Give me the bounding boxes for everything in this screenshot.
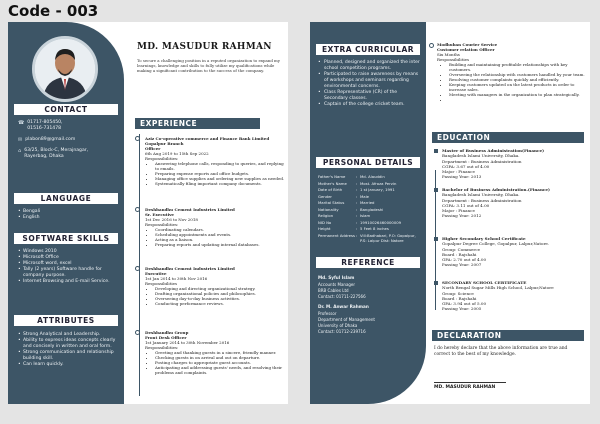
job-role: Customer relation Officer <box>437 47 495 52</box>
job-resp-label: Responsibilities: <box>145 222 179 227</box>
timeline-dot-icon <box>135 266 140 271</box>
education-line: CGPA: 3.67 out of 4.00 <box>442 163 490 169</box>
job-entry <box>137 266 285 306</box>
profile-photo <box>32 36 98 102</box>
personal-label: NID No <box>318 219 332 225</box>
job-duty: • Coordinating calendars. <box>155 227 285 232</box>
job-duty: • Overseeing day-to-day business activities. <box>155 296 285 301</box>
education-entry <box>434 280 588 312</box>
job-company: Modhuban Courier Service <box>437 42 498 47</box>
personal-table <box>318 174 422 244</box>
timeline-dot-icon <box>135 330 140 335</box>
experience-heading: EXPERIENCE <box>135 118 260 129</box>
language-item: • Bengali <box>18 209 122 215</box>
personal-colon: : <box>356 213 358 218</box>
email-text[interactable]: plabon89@gmail.com <box>25 137 76 142</box>
reference-line: Contact: 01712-239716 <box>318 329 366 334</box>
personal-value: Islam <box>360 213 371 218</box>
education-heading: EDUCATION <box>432 132 584 143</box>
bullet-icon <box>434 188 438 192</box>
education-line: Group: Commerce <box>442 246 481 252</box>
education-line: Passing Year: 2005 <box>442 306 482 312</box>
education-line: Group: Science <box>442 290 474 296</box>
personal-colon: : <box>356 193 358 199</box>
job-duty: • Building and maintaining profitable relationships with key customers. <box>449 62 586 72</box>
job-period: 1st Dec 2016 to Nov 2018 <box>145 217 198 222</box>
education-line: Board : Rajshahi <box>442 251 477 257</box>
education-line: Passing Year: 2012 <box>442 213 482 219</box>
personal-colon: : <box>356 187 358 192</box>
personal-label: Gender <box>318 193 332 199</box>
job-period: 6th Aug 2019 to 15th Sep 2022 <box>145 151 209 156</box>
job-duty: • Managing office supplies and ordering new supplies as needed. <box>155 176 285 181</box>
reference-heading: REFERENCE <box>316 257 420 268</box>
reference-name: Md. Syful Islam <box>318 275 355 280</box>
education-line: Bangladesh Islami University, Dhaka. <box>442 192 520 198</box>
timeline-dot-icon <box>135 207 140 212</box>
job-company: Aziz Co-operative commerce and Finance Bank Limited Gopalpur Branch <box>145 136 270 146</box>
contact-heading: CONTACT <box>14 104 118 115</box>
job-period: 1st January 2014 to 30th November 2016 <box>145 340 230 345</box>
personal-label: Permanent Address <box>318 232 355 238</box>
job-duty: • Acting as a liaison. <box>155 237 285 242</box>
personal-heading: PERSONAL DETAILS <box>316 157 420 168</box>
profile-photo-icon <box>35 39 95 99</box>
declaration-heading: DECLARATION <box>432 330 584 341</box>
education-entry <box>434 187 588 219</box>
personal-label: Father's Name <box>318 174 346 179</box>
resume-page-2 <box>310 22 590 404</box>
job-duty: • Meeting with managers in the organization to plan strategically. <box>449 92 586 97</box>
reference-line: Department of Management <box>318 317 375 322</box>
personal-value: 19910026460000009 <box>360 219 402 225</box>
education-line: GPA: 3.94 out of 5.00 <box>442 301 487 307</box>
extra-heading: EXTRA CURRICULAR <box>316 44 420 55</box>
attribute-item: • Strong communication and relationship building skill. <box>18 350 122 362</box>
personal-label: Marital Status <box>318 200 345 205</box>
personal-value: Bangladeshi <box>360 206 384 212</box>
personal-section <box>318 174 422 244</box>
education-entry <box>434 236 588 268</box>
education-line: GPA: 2.70 out of 4.00 <box>442 257 487 263</box>
job-duty: • Answering telephone calls, responding to queries, and replying to emails. <box>155 161 285 171</box>
education-line: Department : Business Administration <box>442 158 522 164</box>
personal-colon: : <box>356 232 358 238</box>
personal-colon: : <box>356 206 358 212</box>
attribute-item: • Ability to express ideas concepts clearly and concisely in written and oral form. <box>18 338 122 350</box>
personal-colon: : <box>356 219 358 225</box>
left-column <box>310 22 426 404</box>
job-resp-label: Responsibilities: <box>145 156 179 161</box>
job-resp-label: Responsibilities: <box>145 345 179 350</box>
code-label: Code - 003 <box>8 2 99 20</box>
bullet-icon <box>434 281 438 285</box>
job-duty: • Resolving customer complaints quickly and efficiently. <box>449 77 586 82</box>
resume-page-1 <box>8 22 288 404</box>
location-icon: ⌂ <box>18 148 22 154</box>
attribute-item: • Strong Analytical and Leadership. <box>18 332 122 338</box>
job-resp-label: Responsibilities <box>145 281 178 286</box>
email-icon: ✉ <box>18 137 23 143</box>
bullet-icon <box>434 149 438 153</box>
personal-value: Most. Afroza Pervin <box>360 180 397 186</box>
education-line: Board : Rajshahi <box>442 295 477 301</box>
phone-icon: ☎ <box>18 120 25 126</box>
education-line: Passing Year: 2007 <box>442 262 482 268</box>
personal-value: Vill:Badhabari, P.O: Gopalpur, P.S: Lalpur Dist: Natore <box>360 232 416 243</box>
language-item: • English <box>18 215 122 221</box>
contact-section <box>18 120 122 163</box>
education-degree: Higher Secondary School Certificate <box>442 236 526 241</box>
address-line-1: 63/25, Block-C, Merajnagar, <box>24 148 89 153</box>
attributes-heading: ATTRIBUTES <box>14 315 118 326</box>
job-duty: • Scheduling appointments and events. <box>155 232 285 237</box>
reference-line: Contact: 01711-227566 <box>318 294 366 299</box>
education-degree: SECONDARY SCHOOL CERTIFICATE <box>442 280 527 285</box>
address-line-2: Rayerbag, Dhaka <box>24 154 64 159</box>
education-degree: Bachelor of Business Administration.(Finance) <box>442 187 550 192</box>
job-duty: • Developing and directing organizational strategy. <box>155 286 285 291</box>
job-entry <box>137 136 285 186</box>
personal-value: 1 st January, 1991 <box>360 187 395 192</box>
skill-item: • Microsoft word, excel <box>18 261 122 267</box>
language-section <box>18 209 122 221</box>
education-line: Major : Finance <box>442 208 475 214</box>
personal-label: Religion <box>318 213 334 218</box>
personal-colon: : <box>356 200 358 205</box>
job-duty: • Keeping customers updated on the latest products in order to increase sales. <box>449 82 586 92</box>
education-line: CGPA: 3.11 out of 4.00 <box>442 202 490 208</box>
skills-section <box>18 249 122 285</box>
personal-value: Md. Alauddin <box>360 174 385 179</box>
job-duty: • Preparing reports and updating internal databases. <box>155 242 285 247</box>
job-duty: • Systematically filing important company documents. <box>155 181 285 186</box>
declaration-text: I do hereby declare that the above information are true and correct to the best of my knowledge. <box>434 346 568 357</box>
education-line: Bangladesh Islami University, Dhaka. <box>442 153 520 159</box>
skill-item: • Windows 2010 <box>18 249 122 255</box>
personal-value: 5 Feet 8 inches <box>360 226 389 231</box>
job-duty: • Anticipating and addressing guests' needs, and resolving their problems and complaints. <box>155 365 285 375</box>
job-duty: • Preparing expense reports and office budgets. <box>155 171 285 176</box>
job-duty: • Checking guests in on arrival and out on departure. <box>155 355 285 360</box>
personal-label: Date of Birth <box>318 187 343 192</box>
phone-2: 01516-731478 <box>27 126 62 131</box>
reference-section <box>318 275 422 335</box>
sidebar <box>8 22 124 404</box>
personal-label: Mother's Name <box>318 180 347 186</box>
job-period: 1st Jan 2014 to 30th Nov 2016 <box>145 276 208 281</box>
reference-name: Dr. M. Anwar Rahman <box>318 304 369 309</box>
candidate-name: MD. MASUDUR RAHMAN <box>137 42 272 52</box>
personal-colon: : <box>356 226 358 231</box>
job-duty: • Posting charges to appropriate guest accounts. <box>155 360 285 365</box>
extra-item: • Class Representative (CR) of the Secondary classes. <box>318 90 422 102</box>
personal-value: Male <box>360 193 369 199</box>
skill-item: • Internet Browsing and E-mail Service. <box>18 279 122 285</box>
extra-item: • Planned, designed and organized the inter school competition programs. <box>318 60 422 72</box>
job-period: Six Months <box>437 52 460 57</box>
personal-label: Nationality <box>318 206 339 212</box>
attributes-section <box>18 332 122 368</box>
skills-heading: SOFTWARE SKILLS <box>14 233 118 244</box>
attribute-item: • Can learn quickly. <box>18 362 122 368</box>
language-heading: LANGUAGE <box>14 193 118 204</box>
reference-line: University of Dhaka <box>318 323 358 328</box>
education-line: North Bengal Sugar Mills High School, Lalpur,Natore <box>442 285 554 291</box>
job-company: Deshbandhu Group <box>145 330 189 335</box>
personal-colon: : <box>356 180 358 186</box>
job-entry <box>434 42 586 102</box>
timeline-dot-icon <box>429 43 434 48</box>
job-duty: • Drafting organizational policies and philosophies. <box>155 291 285 296</box>
job-company: Deshbandhu Cement Industries Limited <box>145 207 235 212</box>
education-entry <box>434 148 588 180</box>
phone-1: 01717-805450, <box>27 120 63 125</box>
education-line: Department : Business Administration <box>442 197 522 203</box>
reference-line: Professor <box>318 311 337 316</box>
job-duty: • Conducting performance reviews. <box>155 301 285 306</box>
job-role: Sr. Executive <box>145 212 174 217</box>
job-role: Officer <box>145 146 161 151</box>
job-entry <box>137 330 285 375</box>
timeline-dot-icon <box>135 136 140 141</box>
personal-value: Married <box>360 200 375 205</box>
signature-name: MD. MASUDUR RAHMAN <box>434 382 506 390</box>
skill-item: • Tally (2 years) Software handle for company purpose. <box>18 267 122 279</box>
education-degree: Master of Business Administration(Finance) <box>442 148 545 153</box>
personal-colon: : <box>356 174 358 179</box>
education-line: Passing Year: 2013 <box>442 174 482 180</box>
job-role: Front Desk Officer <box>145 335 187 340</box>
job-duty: • Greeting and thanking guests in a sincere, friendly manner. <box>155 350 285 355</box>
extra-item: • Participated to raise awareness by means of workshops and seminars regarding environmental concerns. <box>318 72 422 90</box>
personal-label: Height <box>318 226 331 231</box>
skill-item: • Microsoft Office <box>18 255 122 261</box>
extra-item: • Captain of the college cricket team. <box>318 102 422 108</box>
job-duty: • Overseeing the relationship with customers handled by your team. <box>449 72 586 77</box>
education-line: Major : Finance <box>442 169 475 175</box>
reference-line: Accounts Manager <box>318 282 356 287</box>
job-duty <box>449 97 586 102</box>
job-role: Executive <box>145 271 167 276</box>
education-line: Gopalpur Degree College, Gopalpur, Lalpur,Natore. <box>442 241 550 247</box>
extra-section <box>318 60 422 108</box>
career-objective: To secure a challenging position in a reputed organization to expand my learnings, knowledge and skills to fully utilize my qualifications while making a significant contribution to the success of the company. <box>137 58 280 73</box>
job-entry <box>137 207 285 247</box>
job-resp-label: Responsibilities <box>437 57 470 62</box>
job-company: Deshbandhu Cement Industries Limited <box>145 266 235 271</box>
bullet-icon <box>434 237 438 241</box>
reference-line: BRB Cables Ltd <box>318 288 349 293</box>
